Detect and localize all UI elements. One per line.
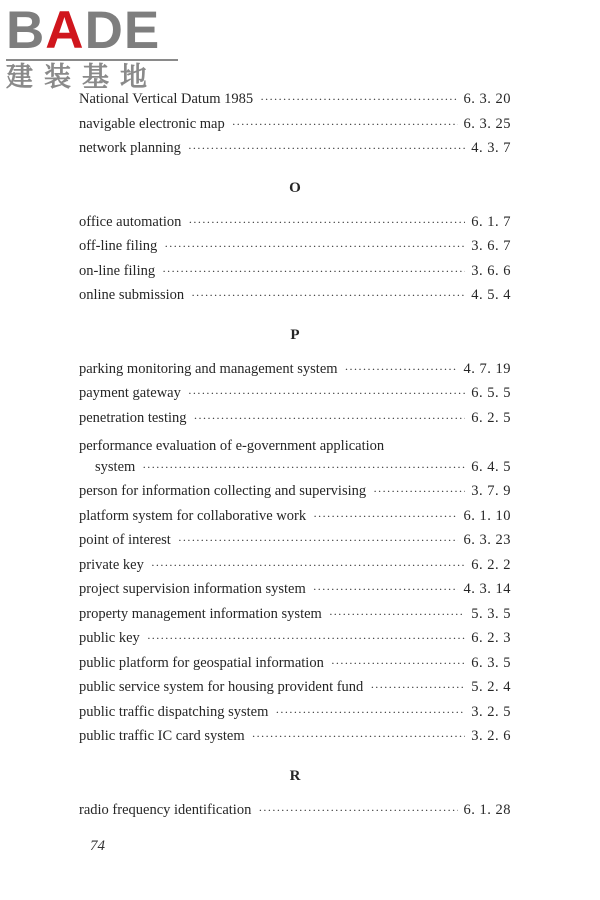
index-term: public service system for housing provident fund [79, 679, 364, 695]
index-entry [79, 434, 511, 459]
logo-accent-letter: A [45, 1, 85, 60]
index-term: parking monitoring and management system [79, 360, 338, 377]
index-reference: 5. 3. 5 [471, 605, 511, 622]
index-term: office automation [79, 213, 182, 230]
index-entry [79, 385, 511, 410]
index-reference: 4. 3. 14 [463, 581, 511, 597]
dot-leader [329, 607, 465, 622]
index-term: public platform for geospatial information [79, 654, 324, 671]
index-entry [79, 91, 511, 116]
dot-leader [370, 680, 465, 695]
index-term: National Vertical Datum 1985 [79, 91, 254, 107]
index-entry [79, 140, 511, 165]
index-term: on-line filing [79, 262, 156, 279]
index-entry [79, 410, 511, 435]
index-term: performance evaluation of e-government application [79, 438, 385, 454]
dot-leader [373, 484, 465, 499]
dot-leader [258, 803, 457, 818]
dot-leader [188, 141, 465, 156]
section-letter-p: P [290, 326, 300, 343]
dot-leader [191, 288, 465, 303]
index-entry [79, 483, 511, 508]
index-entry [79, 263, 511, 288]
dot-leader [194, 411, 466, 426]
index-entry [79, 679, 511, 704]
index-term: public traffic IC card system [79, 728, 245, 744]
index-term: radio frequency identification [79, 801, 252, 818]
dot-leader [188, 386, 465, 401]
index-entry [79, 581, 511, 606]
index-reference: 6. 2. 2 [471, 556, 511, 573]
index-entry [79, 459, 511, 484]
index-reference: 4. 7. 19 [463, 360, 511, 377]
index-reference: 6. 3. 25 [463, 115, 511, 132]
index-term: navigable electronic map [79, 115, 225, 132]
index-term: point of interest [79, 532, 171, 548]
dot-leader [260, 92, 457, 107]
dot-leader [188, 215, 465, 230]
index-term: penetration testing [79, 409, 187, 426]
index-reference: 6. 3. 20 [463, 91, 511, 107]
index-entry [79, 214, 511, 239]
index-term: payment gateway [79, 385, 181, 401]
dot-leader [147, 631, 465, 646]
index-reference: 3. 7. 9 [471, 483, 511, 499]
index-term: person for information collecting and supervising [79, 483, 367, 499]
index-term: public traffic dispatching system [79, 703, 269, 720]
index-reference: 6. 1. 10 [463, 507, 511, 524]
index-entry [79, 630, 511, 655]
index-reference: 6. 3. 5 [471, 654, 511, 671]
index-reference: 3. 2. 6 [471, 728, 511, 744]
index-term-continuation: system [95, 458, 136, 475]
index-entry [79, 704, 511, 729]
index-reference: 4. 3. 7 [471, 140, 511, 156]
index-term: network planning [79, 140, 181, 156]
index-term: private key [79, 556, 144, 573]
index-reference: 6. 2. 3 [471, 630, 511, 646]
index-term: online submission [79, 287, 185, 303]
index-term: platform system for collaborative work [79, 507, 307, 524]
index-reference: 5. 2. 4 [471, 679, 511, 695]
dot-leader [162, 264, 465, 279]
index-entry [79, 655, 511, 680]
index-entry [79, 238, 511, 263]
index-term: off-line filing [79, 238, 158, 254]
dot-leader [345, 362, 458, 377]
index-entry [79, 508, 511, 533]
index-entry [79, 557, 511, 582]
index-term: public key [79, 630, 140, 646]
index-reference: 4. 5. 4 [471, 287, 511, 303]
section-letter-o: O [289, 179, 301, 196]
dot-leader [252, 729, 466, 744]
index-reference: 3. 6. 7 [471, 238, 511, 254]
logo-latin-text: BADE [6, 1, 161, 60]
index-entry [79, 287, 511, 312]
index-reference: 6. 4. 5 [471, 458, 511, 475]
index-reference: 6. 1. 7 [471, 213, 511, 230]
index-reference: 6. 5. 5 [471, 385, 511, 401]
dot-leader [313, 509, 457, 524]
bade-logo [6, 1, 181, 93]
index-term: project supervision information system [79, 581, 306, 597]
dot-leader [178, 533, 458, 548]
dot-leader [313, 582, 458, 597]
index-content [79, 91, 511, 826]
index-reference: 6. 1. 28 [463, 801, 511, 818]
index-entry [79, 532, 511, 557]
dot-leader [232, 117, 458, 132]
index-entry [79, 802, 511, 827]
index-reference: 3. 2. 5 [471, 703, 511, 720]
dot-leader [275, 705, 465, 720]
index-entry [79, 728, 511, 753]
dot-leader [142, 460, 465, 475]
page-number: 74 [90, 838, 105, 854]
index-reference: 3. 6. 6 [471, 262, 511, 279]
dot-leader [151, 558, 465, 573]
index-entry [79, 361, 511, 386]
dot-leader [164, 239, 465, 254]
section-letter-r: R [289, 767, 301, 784]
index-reference: 6. 2. 5 [471, 409, 511, 426]
index-entry [79, 116, 511, 141]
dot-leader [331, 656, 465, 671]
index-entry [79, 606, 511, 631]
logo-chinese-text: 建装基地 [6, 62, 158, 93]
index-term: property management information system [79, 605, 322, 622]
index-reference: 6. 3. 23 [463, 532, 511, 548]
